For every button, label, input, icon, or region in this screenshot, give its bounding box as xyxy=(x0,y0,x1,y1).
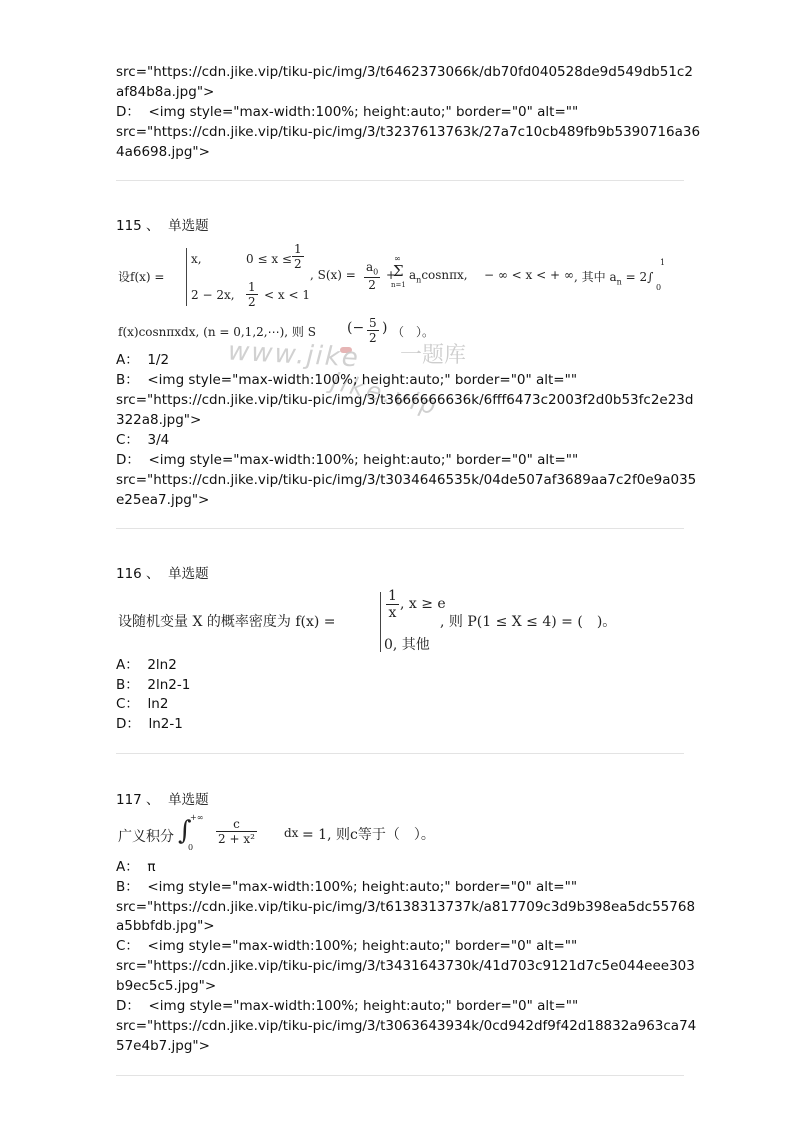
q116-a-value: 2ln2 xyxy=(147,657,177,673)
q115-line2-post: （ ）。 xyxy=(392,325,435,339)
q115-brace xyxy=(186,248,187,306)
q114-c-url-line2: af84b8a.jpg"> xyxy=(116,84,215,100)
q117-frac: $\frac{c}{\text{2 + x²}}$ xyxy=(218,817,255,846)
q115-c-label: C： xyxy=(116,432,139,448)
q116-d-label: D： xyxy=(116,716,140,732)
q115-d-label: D： xyxy=(116,452,140,468)
q116-suffix: , 则 P(1 ≤ X ≤ 4) = ( )。 xyxy=(440,614,617,630)
q115-where: , 其中 $a_n = 2\int$ xyxy=(574,270,654,287)
q115-line2: f(x)cosnπxdx, (n = 0,1,2,⋯), 则 S xyxy=(118,325,316,339)
q117-int-bot: 0 xyxy=(188,843,194,852)
q115-b-url-line2: 322a8.jpg"> xyxy=(116,412,202,428)
q115-d-img: <img style="max-width:100%; height:auto;" border="0" alt="" xyxy=(148,452,579,468)
q117-prefix: 广义积分 xyxy=(118,829,174,845)
q115-s-def: , S(x) = xyxy=(310,268,356,282)
q117-b-img: <img style="max-width:100%; height:auto;" border="0" alt="" xyxy=(147,879,578,895)
separator xyxy=(116,1075,684,1076)
q114-c-url-line1: src="https://cdn.jike.vip/tiku-pic/img/3/t6462373066k/db70fd040528de9d549db51c2 xyxy=(116,64,693,80)
q116-prefix: 设随机变量 X 的概率密度为 f(x) = xyxy=(118,614,336,630)
q117-b-url-line1: src="https://cdn.jike.vip/tiku-pic/img/3/t6138313737k/a817709c3d9b398ea5dc55768 xyxy=(116,899,696,915)
q115-c-value: 3/4 xyxy=(147,432,170,448)
q116-option-b xyxy=(116,675,190,695)
q115-option-b xyxy=(116,370,577,390)
q115-int-bot: 0 xyxy=(656,283,662,292)
q116-d-value: ln2-1 xyxy=(148,716,183,732)
q114-d-url-line2: 4a6698.jpg"> xyxy=(116,144,210,160)
q115-option-d xyxy=(116,450,578,470)
watermark-text: www.jike xyxy=(227,336,361,374)
q117-suffix: = 1, 则c等于（ ）。 xyxy=(302,827,435,843)
q117-int-symbol: ∫ xyxy=(178,816,192,846)
q115-b-url-line1: src="https://cdn.jike.vip/tiku-pic/img/3/t3666666636k/6fff6473c2003f2d0b53fc2e23d xyxy=(116,392,694,408)
q114-option-d xyxy=(116,102,578,122)
q114-d-url-line1: src="https://cdn.jike.vip/tiku-pic/img/3/t3237613763k/27a7c10cb489fb9b5390716a36 xyxy=(116,124,701,140)
q115-sum-symbol: Σ xyxy=(393,262,404,280)
q115-range: − ∞ < x < + ∞ xyxy=(484,268,574,282)
q117-c-url-line1: src="https://cdn.jike.vip/tiku-pic/img/3/t3431643730k/41d703c9121d7c5e044eee303 xyxy=(116,958,695,974)
q115-prefix: 设f(x) = xyxy=(118,270,165,284)
q117-dx: dx xyxy=(284,826,299,840)
q117-option-d xyxy=(116,996,578,1016)
q116-a-label: A： xyxy=(116,657,139,673)
q116-title: 116 、 单选题 xyxy=(116,566,209,582)
q115-option-a xyxy=(116,350,169,370)
q115-a-value: 1/2 xyxy=(147,352,170,368)
watermark-text-2: jike.vip xyxy=(328,367,442,421)
q115-case2-expr: 2 − 2x, xyxy=(191,288,235,302)
q115-line2-arg: $\frac{5}{2}$ xyxy=(369,316,377,345)
separator xyxy=(116,180,684,181)
q116-c-value: ln2 xyxy=(147,696,169,712)
q115-b-img: <img style="max-width:100%; height:auto;" border="0" alt="" xyxy=(147,372,578,388)
q117-b-label: B： xyxy=(116,879,139,895)
q116-option-d xyxy=(116,714,183,734)
q116-case1-frac: $\frac{1}{x}$ xyxy=(388,588,397,621)
q116-case2: 0, 其他 xyxy=(384,637,430,653)
q116-c-label: C： xyxy=(116,696,139,712)
q117-option-c xyxy=(116,936,577,956)
q116-b-value: 2ln2-1 xyxy=(147,677,191,693)
q115-sum-term: $a_n\cos n\pi x$, xyxy=(409,268,468,285)
q115-b-label: B： xyxy=(116,372,139,388)
q115-d-url-line2: e25ea7.jpg"> xyxy=(116,492,210,508)
q117-d-url-line1: src="https://cdn.jike.vip/tiku-pic/img/3/t3063643934k/0cd942df9f42d18832a963ca74 xyxy=(116,1018,697,1034)
q115-title: 115 、 单选题 xyxy=(116,218,209,234)
q115-a0-over-2: $\frac{a_0}{2}$ xyxy=(366,260,379,293)
q117-option-a xyxy=(116,857,155,877)
q116-case1-cond: , x ≥ e xyxy=(400,596,446,612)
q117-int-top: +∞ xyxy=(190,813,204,822)
q117-b-url-line2: a5bbfdb.jpg"> xyxy=(116,918,215,934)
separator xyxy=(116,528,684,529)
q115-case1-half: $\frac{1}{2}$ xyxy=(294,242,302,271)
q117-c-url-line2: b9ec5c5.jpg"> xyxy=(116,978,217,994)
q117-c-label: C： xyxy=(116,938,139,954)
q117-d-label: D： xyxy=(116,998,140,1014)
q115-int-top: 1 xyxy=(660,258,666,267)
q115-case1-expr: x, xyxy=(191,252,202,266)
q115-sum-bot: n=1 xyxy=(391,281,406,289)
q116-option-c xyxy=(116,694,168,714)
q114-d-img: <img style="max-width:100%; height:auto;" border="0" alt="" xyxy=(148,104,579,120)
q116-option-a xyxy=(116,655,177,675)
exam-page: src="https://cdn.jike.vip/tiku-pic/img/3/t6462373066k/db70fd040528de9d549db51c2 af84b8a.jpg"> D： <img style="max-width:100%; height:auto;" border="0" alt="" src="https://cdn.jike.vip/tiku-pic/img/3/t3237613763k/27a7c10cb489fb9b5390716a36 4a6698.jpg"> 115 、 单选题 设f(x) = x, 0 ≤ x ≤ $\frac{1}{2}$ 2 − 2x, $\frac{1}{2}$ < x < 1 , S(x) = $\frac{a_0}{2}$ + ∞ Σ n=1 $a_n\cos n\pi x$, − ∞ < x < + ∞ , 其中 $a_n = 2\int$ 1 0 f(x)cosnπxdx, (n = 0,1,2,⋯), 则 S (− $\frac{5}{2}$ ) （ ）。 www.jike jike.vip 一题库 A： 1/2 B： <img style="max-width:100%; height:auto;" border="0" alt="" src="https://cdn.jike.vip/tiku-pic/img/3/t3666666636k/6fff6473c2003f2d0b53fc2e23d 322a8.jpg"> C： 3/4 D： <img style="max-width:100%; height:auto;" border="0" alt="" src="https://cdn.jike.vip/tiku-pic/img/3/t3034646535k/04de507af3689aa7c2f0e9a035 e25ea7.jpg"> 116 、 单选题 设随机变量 X 的概率密度为 f(x) = $\frac{1}{x}$ , x ≥ e 0, 其他 , 则 P(1 ≤ X ≤ 4) = ( )。 A： 2ln2 B： 2ln2-1 C： ln2 D： ln2-1 117 、 单选题 广义积分 ∫ +∞ 0 $\frac{c}{\text{2 + x²}}$ dx = 1, 则c等于（ ）。 A： π B： <img style="max-width:100%; height:auto;" border="0" alt="" src="https://cdn.jike.vip/tiku-pic/img/3/t6138313737k/a817709c3d9b398ea5dc55768 a5bbfdb.jpg"> C： <img style="max-width:100%; height:auto;" border="0" alt="" src="https://cdn.jike.vip/tiku-pic/img/3/t3431643730k/41d703c9121d7c5e044eee303 b9ec5c5.jpg"> D： <img style="max-width:100%; height:auto;" border="0" alt="" src="https://cdn.jike.vip/tiku-pic/img/3/t3063643934k/0cd942df9f42d18832a963ca74 57e4b7.jpg"> xyxy=(0,0,800,1132)
q114-d-label: D： xyxy=(116,104,140,120)
q117-a-value: π xyxy=(147,859,156,875)
q115-case2-half: $\frac{1}{2}$ xyxy=(248,280,256,309)
q116-b-label: B： xyxy=(116,677,139,693)
q117-d-url-line2: 57e4b7.jpg"> xyxy=(116,1038,210,1054)
watermark-text-3: 一题库 xyxy=(400,343,467,368)
q117-title: 117 、 单选题 xyxy=(116,792,209,808)
q115-sum-top: ∞ xyxy=(394,254,401,263)
q117-d-img: <img style="max-width:100%; height:auto;" border="0" alt="" xyxy=(148,998,579,1014)
q115-case1-cond: 0 ≤ x ≤ xyxy=(246,252,292,266)
q117-option-b xyxy=(116,877,577,897)
q117-a-label: A： xyxy=(116,859,139,875)
q115-a-label: A： xyxy=(116,352,139,368)
q115-case2-cond: < x < 1 xyxy=(264,288,310,302)
separator xyxy=(116,753,684,754)
q117-c-img: <img style="max-width:100%; height:auto;" border="0" alt="" xyxy=(147,938,578,954)
q115-d-url-line1: src="https://cdn.jike.vip/tiku-pic/img/3/t3034646535k/04de507af3689aa7c2f0e9a035 xyxy=(116,472,697,488)
q116-brace xyxy=(380,592,381,652)
q115-option-c xyxy=(116,430,169,450)
